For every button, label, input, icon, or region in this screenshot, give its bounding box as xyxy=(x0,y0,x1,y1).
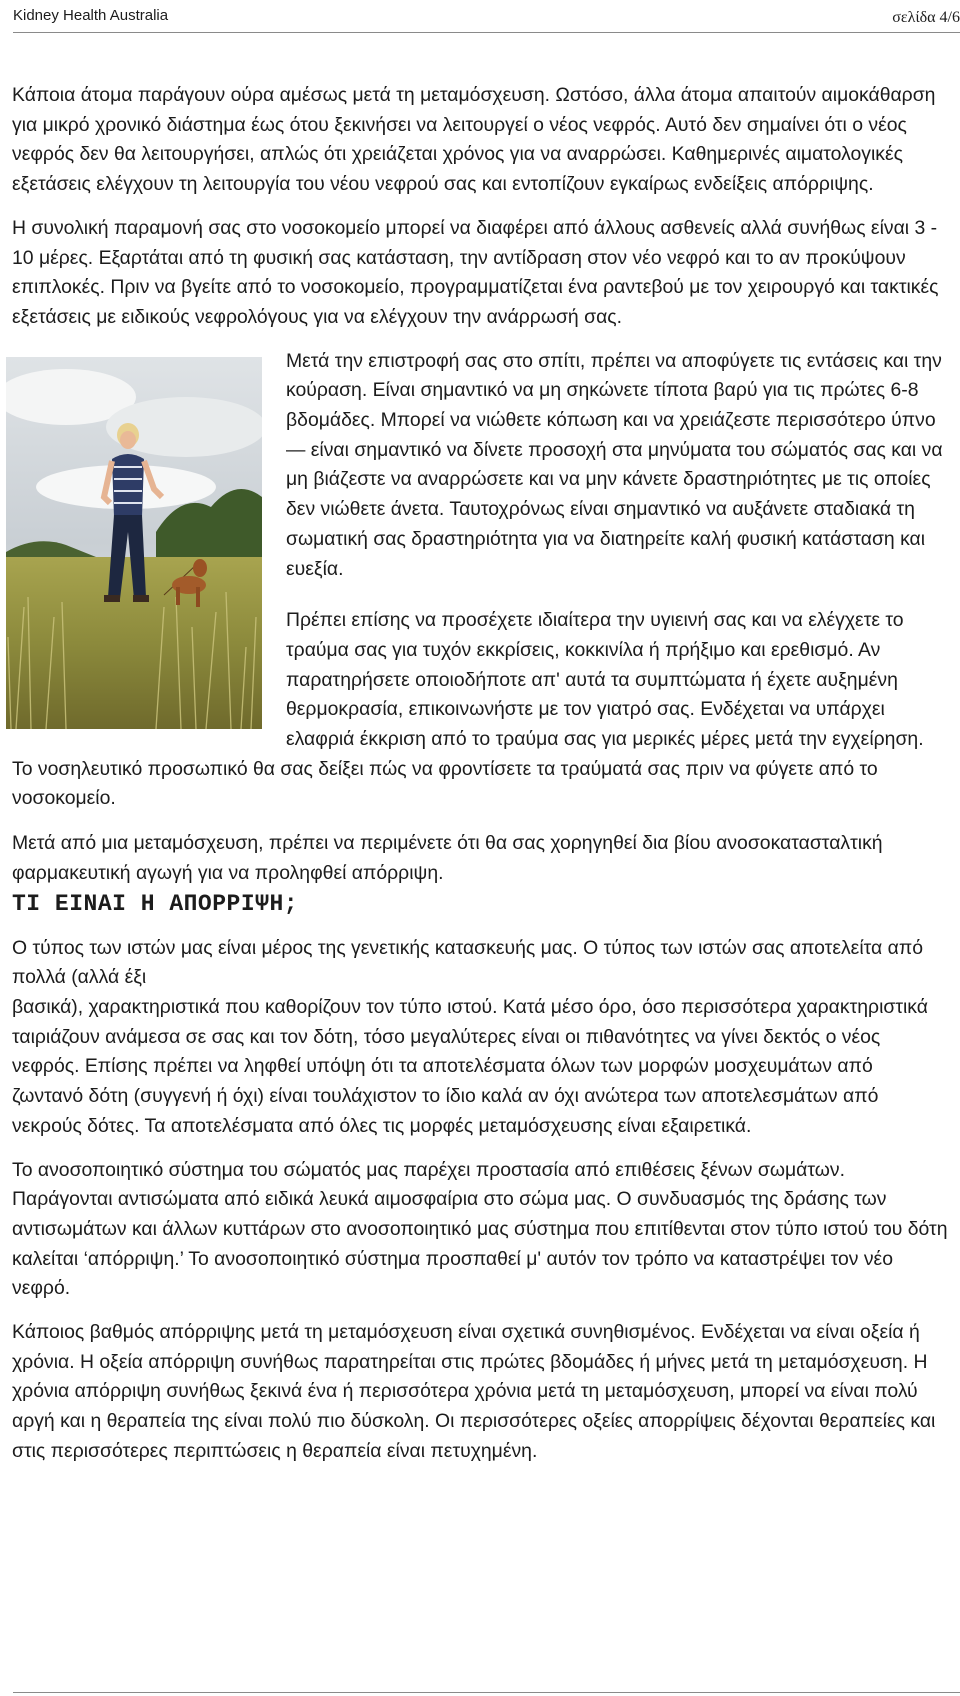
footer-divider xyxy=(13,1692,960,1693)
document-body xyxy=(12,81,948,1481)
organization-name: Kidney Health Australia xyxy=(13,7,169,24)
section-heading-rejection: ΤΙ ΕΙΝΑΙ Η ΑΠΟΡΡΙΨΗ; xyxy=(12,890,299,917)
paragraph-hospital-stay: Η συνολική παραμονή σας στο νοσοκομείο μπορεί να διαφέρει από άλλους ασθενείς αλλά συνήθως είναι 3 - 10 μέρες. Εξαρτάται από τη φυσική σας κατάσταση, την αντίδραση στον νέο νεφρό και το αν προκύψουν επιπλοκές. Πριν να βγείτε από το νοσοκομείο, προγραμματίζεται ένα ραντεβού με τον χειρουργό και τακτικές εξετάσεις με ειδικούς νεφρολόγους για να ελέγχουν την ανάρρωσή σας. xyxy=(12,216,939,328)
paragraph-post-transplant: Κάποια άτομα παράγουν ούρα αμέσως μετά τη μεταμόσχευση. Ωστόσο, άλλα άτομα απαιτούν αιμοκάθαρση για μικρό χρονικό διάστημα έως ότου ξεκινήσει να λειτουργεί ο νέος νεφρός. Αυτό δεν σημαίνει ότι ο νέος νεφρός δεν θα λειτουργήσει, απλώς ότι χρειάζεται χρόνος για να αναρρώσει. Καθημερινές αιματολογικές εξετάσεις ελέγχουν τη λειτουργία του νέου νεφρού σας και εντοπίζουν εγκαίρως ενδείξεις απόρριψης. xyxy=(12,84,936,196)
paragraph-immune-system: Το ανοσοποιητικό σύστημα του σώματός μας παρέχει προστασία από επιθέσεις ξένων σωμάτων. Παράγονται αντισώματα από ειδικά λευκά αιμοσφαίρια στο σώμα μας. Ο συνδυασμός της δράσης των αντισωμάτων και άλλων κυττάρων στο ανοσοποιητικό μας σύστημα που επιτίθενται στον τύπο ιστού του δότη καλείται ‘απόρριψη.’ Το ανοσοποιητικό σύστημα προσπαθεί μ' αυτόν τον τρόπο να καταστρέψει τον νέο νεφρό. xyxy=(12,1158,948,1300)
page-number: σελίδα 4/6 xyxy=(892,9,960,26)
paragraph-home-recovery: Μετά την επιστροφή σας στο σπίτι, πρέπει να αποφύγετε τις εντάσεις και την κούραση. Είναι σημαντικό να μη σηκώνετε τίποτα βαρύ για τις πρώτες 6-8 βδομάδες. Μπορεί να νιώθετε κόπωση και να χρειάζεστε περισσότερο ύπνο — είναι σημαντικό να δίνετε προσοχή στα μηνύματα του σώματός σας και να μη βιάζεστε να αναρρώσετε και να μην κάνετε δραστηριότητες με τις οποίες δεν νιώθετε άνετα. Ταυτοχρόνως είναι σημαντικό να αυξάνετε σταδιακά τη σωματική σας δραστηριότητα για να διατηρείτε καλή φυσική κατάσταση και ευεξία. xyxy=(286,349,943,580)
woman-walking-dog-photo xyxy=(6,357,262,729)
paragraph-tissue-type-b: βασικά), χαρακτηριστικά που καθορίζουν τον τύπο ιστού. Κατά μέσο όρο, όσο περισσότερα χαρακτηριστικά ταιριάζουν ανάμεσα σε σας και τον δότη, τόσο μεγαλύτερες είναι οι πιθανότητες να γίνει δεκτός ο νέος νεφρός. Επίσης πρέπει να ληφθεί υπόψη ότι τα αποτελέσματα όλων των μορφών μοσχευμάτων από ζωντανό δότη (συγγενή ή όχι) είναι τουλάχιστον το ίδιο καλά αν όχι ανώτερα των αποτελεσμάτων από νεκρούς δότες. Τα αποτελέσματα από όλες τις μορφές μεταμόσχευσης είναι εξαιρετικά. xyxy=(12,995,928,1137)
paragraph-tissue-type-a: Ο τύπος των ιστών μας είναι μέρος της γενετικής κατασκευής μας. Ο τύπος των ιστών σας αποτελείτα από πολλά (αλλά έξι xyxy=(12,936,923,989)
paragraph-immunosuppression: Μετά από μια μεταμόσχευση, πρέπει να περιμένετε ότι θα σας χορηγηθεί δια βίου ανοσοκατασταλτική φαρμακευτική αγωγή για να προληφθεί απόρριψη. xyxy=(12,832,883,884)
paragraph-wound-care: Πρέπει επίσης να προσέχετε ιδιαίτερα την υγιεινή σας και να ελέγχετε το τραύμα σας για τυχόν εκκρίσεις, κοκκινίλα ή πρήξιμο και ερεθισμό. Αν παρατηρήσετε οποιοδήποτε απ' αυτά τα συμπτώματα ή έχετε αυξημένη θερμοκρασία, επικοινωνήστε με τον γιατρό σας. Ενδέχεται να υπάρχει ελαφριά έκκριση από το τραύμα σας για μερικές μέρες μετά την εγχείρηση. Το νοσηλευτικό προσωπικό θα σας δείξει πώς να φροντίσετε τα τραύματά σας πριν να φύγετε από το νοσοκομείο. xyxy=(12,609,924,810)
page-header xyxy=(13,0,960,33)
paragraph-rejection-types: Κάποιος βαθμός απόρριψης μετά τη μεταμόσχευση είναι σχετικά συνηθισμένος. Ενδέχεται να είναι οξεία ή χρόνια. Η οξεία απόρριψη συνήθως παρατηρείται στις πρώτες βδομάδες ή μήνες μετά τη μεταμόσχευση. Η χρόνια απόρριψη συνήθως ξεκινά ένα ή περισσότερα χρόνια μετά τη μεταμόσχευση, μπορεί να είναι πολύ αργή και η θεραπεία της είναι πολύ πιο δύσκολη. Οι περισσότερες οξείες απορρίψεις δέχονται θεραπείες και στις περισσότερες περιπτώσεις η θεραπεία είναι πετυχημένη. xyxy=(12,1321,936,1462)
